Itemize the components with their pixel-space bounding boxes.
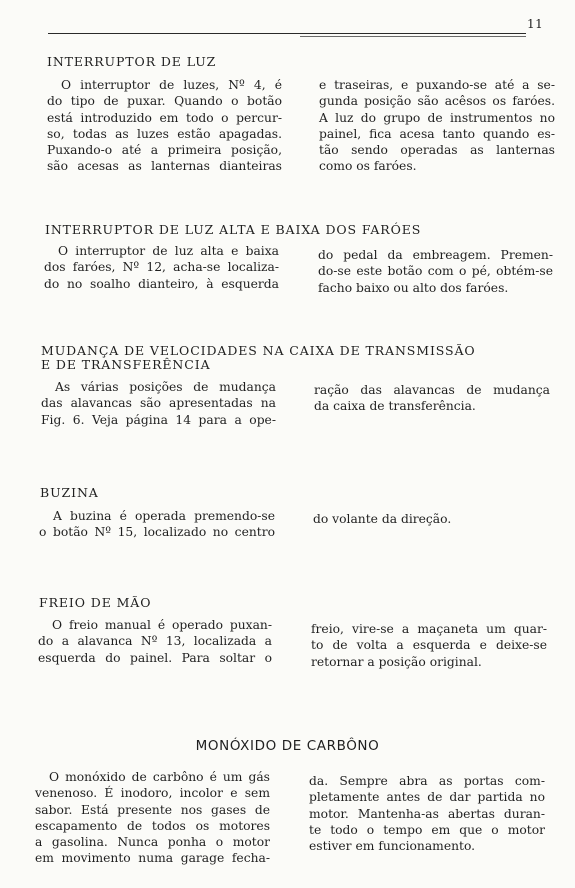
text-line: da caixa de transferência. bbox=[314, 399, 476, 414]
text-line: Fig. 6. Veja página 14 para a ope- bbox=[41, 412, 276, 427]
text-line: do tipo de puxar. Quando o botão bbox=[47, 94, 282, 109]
text-line: a gasolina. Nunca ponha o motor bbox=[35, 835, 270, 850]
text-line: e traseiras, e puxando-se até a se- bbox=[319, 78, 555, 92]
text-line: painel, fica acesa tanto quando es- bbox=[319, 126, 555, 141]
section-heading-interruptor-de-luz: INTERRUPTOR DE LUZ bbox=[47, 54, 217, 69]
section-6-left-column bbox=[35, 769, 270, 867]
text-line: Puxando-o até a primeira posição, bbox=[47, 143, 282, 158]
header-rule bbox=[48, 33, 526, 34]
section-5-left-column bbox=[38, 617, 272, 666]
text-line: esquerda do painel. Para soltar o bbox=[38, 650, 272, 665]
text-line: o botão Nº 15, localizado no centro bbox=[39, 525, 275, 540]
section-heading-interruptor-luz-alta-baixa: INTERRUPTOR DE LUZ ALTA E BAIXA DOS FARÓES bbox=[45, 222, 422, 237]
text-line: do a alavanca Nº 13, localizada a bbox=[38, 634, 272, 649]
text-line: te todo o tempo em que o motor bbox=[309, 822, 545, 837]
text-line: tão sendo operadas as lanternas bbox=[319, 143, 555, 158]
text-line: são acesas as lanternas dianteiras bbox=[47, 159, 282, 174]
text-line: facho baixo ou alto dos faróes. bbox=[318, 280, 509, 295]
text-line: gunda posição são acêsos os faróes. bbox=[319, 94, 555, 109]
text-line: do no soalho dianteiro, à esquerda bbox=[44, 276, 279, 291]
text-line: A luz do grupo de instrumentos no bbox=[319, 110, 555, 125]
section-1-right-column bbox=[319, 77, 555, 175]
section-heading-buzina: BUZINA bbox=[40, 485, 99, 500]
text-line: motor. Mantenha-as abertas duran- bbox=[309, 806, 545, 821]
text-line: escapamento de todos os motores bbox=[35, 818, 270, 833]
section-2-left-column bbox=[44, 243, 279, 292]
text-line: em movimento numa garage fecha- bbox=[35, 851, 270, 866]
text-line: sabor. Está presente nos gases de bbox=[35, 802, 270, 817]
text-line: pletamente antes de dar partida no bbox=[309, 790, 545, 805]
section-3-right-column bbox=[314, 382, 550, 415]
text-line: retornar a posição original. bbox=[311, 654, 482, 669]
section-4-right-column bbox=[313, 511, 549, 527]
text-line: do volante da direção. bbox=[313, 512, 452, 526]
section-heading-freio-de-mao: FREIO DE MÃO bbox=[39, 595, 152, 610]
section-2-right-column bbox=[318, 247, 553, 296]
text-line: so, todas as luzes estão apagadas. bbox=[47, 126, 282, 141]
text-line: das alavancas são apresentadas na bbox=[41, 396, 276, 411]
text-line: do-se este botão com o pé, obtém-se bbox=[318, 264, 553, 279]
page-number: 11 bbox=[527, 17, 544, 31]
section-4-left-column bbox=[39, 508, 275, 541]
text-line: A buzina é operada premendo-se bbox=[53, 509, 275, 523]
text-line: O interruptor de luz alta e baixa bbox=[58, 244, 279, 258]
section-6-right-column bbox=[309, 773, 545, 854]
text-line: do pedal da embreagem. Premen- bbox=[318, 248, 553, 262]
text-line: to de volta a esquerda e deixe-se bbox=[311, 638, 547, 653]
text-line: estiver em funcionamento. bbox=[309, 839, 476, 854]
section-heading-monoxido-de-carbono: MONÓXIDO DE CARBÔNO bbox=[195, 738, 380, 754]
section-3-left-column bbox=[41, 379, 276, 428]
text-line: O interruptor de luzes, Nº 4, é bbox=[61, 78, 282, 92]
text-line: O freio manual é operado puxan- bbox=[52, 618, 272, 632]
header-rule-secondary bbox=[300, 36, 526, 37]
text-line: ração das alavancas de mudança bbox=[314, 383, 550, 397]
text-line: venenoso. É inodoro, incolor e sem bbox=[35, 786, 270, 801]
text-line: freio, vire-se a maçaneta um quar- bbox=[311, 622, 547, 636]
text-line: As várias posições de mudança bbox=[55, 380, 276, 394]
text-line: está introduzido em todo o percur- bbox=[47, 110, 282, 125]
section-heading-mudanca-velocidades-line2: E DE TRANSFERÊNCIA bbox=[41, 357, 211, 372]
text-line: O monóxido de carbôno é um gás bbox=[49, 770, 270, 784]
section-5-right-column bbox=[311, 621, 547, 670]
section-1-left-column bbox=[47, 77, 282, 175]
section-heading-mudanca-velocidades: MUDANÇA DE VELOCIDADES NA CAIXA DE TRANSMISSÃO bbox=[41, 343, 476, 358]
text-line: da. Sempre abra as portas com- bbox=[309, 774, 545, 788]
text-line: como os faróes. bbox=[319, 159, 417, 174]
text-line: dos faróes, Nº 12, acha-se localiza- bbox=[44, 260, 279, 275]
